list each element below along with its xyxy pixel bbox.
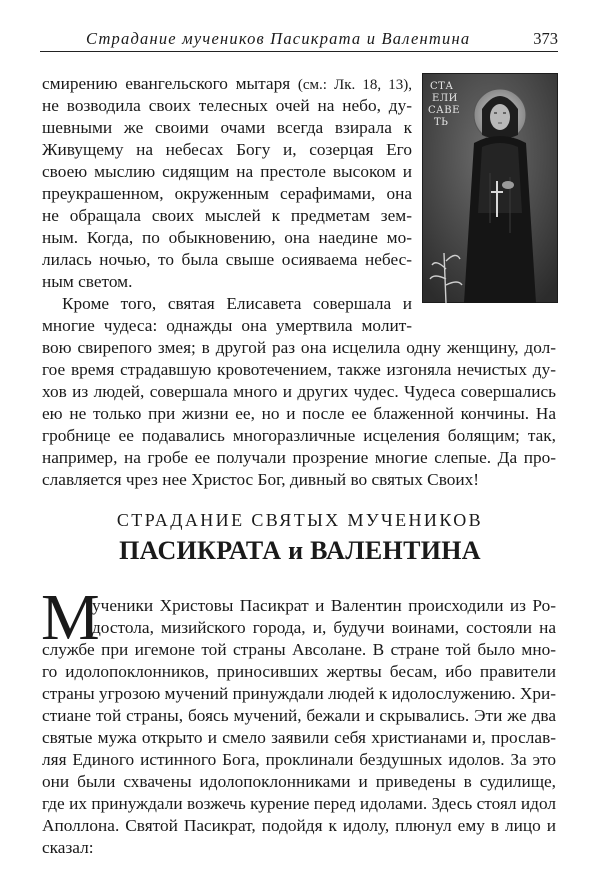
- running-head: [40, 27, 558, 52]
- text-line: своею мыслию сидящим на престоле высоком и: [42, 162, 412, 181]
- text-line: не обращала своих мыслей к предметам зем-: [42, 206, 412, 225]
- text-line: Аполлона. Святой Пасикрат, подойдя к идолу, плюнул ему в лицо и: [42, 816, 556, 835]
- text-line: они были схвачены идолопоклонниками и приведены в судилище,: [42, 772, 556, 791]
- text-line: лилась ночью, то была свыше осияваема небес-: [42, 250, 412, 269]
- text-line: святые мужа открыто и смело заявили себя христианами и, прослав-: [42, 728, 556, 747]
- text-line: ным. Когда, по обыкновению, она наедине мо-: [42, 228, 412, 247]
- text-line: службе при игемоне той страны Авсолане. В стране той было мно-: [42, 640, 556, 659]
- chapter-title: ПАСИКРАТА и ВАЛЕНТИНА: [119, 536, 481, 565]
- text-line: сказал:: [42, 838, 94, 857]
- scripture-reference: (см.: Лк. 18, 13),: [297, 77, 412, 93]
- icon-inscription-line: ЕЛИ: [432, 93, 458, 104]
- text-line: стиане той страны, боясь мучений, бежали и скрывались. Эти же два: [42, 706, 556, 725]
- saint-figure-icon: [422, 73, 558, 303]
- text-fragment: смирению евангельского мытаря: [42, 74, 298, 93]
- text-line: преукрашенном, окруженным серафимами, она: [42, 184, 412, 203]
- icon-inscription-line: САВЕ: [428, 105, 460, 116]
- text-line: хов из людей, совершала много и других чудес. Чудеса совершались: [42, 382, 556, 401]
- text-line: гробнице ее подавались многоразличные исцеления болящим; так,: [42, 426, 556, 445]
- text-line: страны угрозою мучений принуждали людей к идолослужению. Хри-: [42, 684, 556, 703]
- text-line: Живущему на небесах Богу и, созерцая Его: [42, 140, 412, 159]
- running-title: Страдание мучеников Пасикрата и Валентина: [86, 29, 471, 48]
- text-line: го идолопоклонников, приносивших жертвы бесам, ибо правители: [42, 662, 556, 681]
- text-line: Кроме того, святая Елисавета совершала и: [62, 294, 412, 313]
- text-line: вою свирепого змея; в другой раз она исцелила одну женщину, дол-: [42, 338, 556, 357]
- text-line: [42, 73, 412, 95]
- text-line: ляя Единого истинного Бога, проклинали бездушных идолов. За это: [42, 750, 556, 769]
- text-line: достола, мизийского города, и, будучи воинами, состояли на: [92, 618, 556, 637]
- text-line: ею не только при жизни ее, но и после ее блаженной кончины. На: [42, 404, 556, 423]
- icon-inscription-line: ТЬ: [434, 117, 449, 128]
- page-number: 373: [533, 29, 558, 48]
- text-line: не возводила своих телесных очей на небо, ду-: [42, 96, 412, 115]
- text-line: славляется чрез нее Христос Бог, дивный во святых Своих!: [42, 470, 480, 489]
- text-line: ным светом.: [42, 272, 133, 291]
- chapter-overtitle: СТРАДАНИЕ СВЯТЫХ МУЧЕНИКОВ: [116, 510, 484, 530]
- text-line: где их принуждали возжечь курение перед идолами. Здесь стоял идол: [42, 794, 556, 813]
- text-line: многие чудеса: однажды она умертвила молит-: [42, 316, 412, 335]
- icon-inscription-line: СТА: [430, 81, 454, 92]
- saint-icon-image: [422, 73, 558, 303]
- text-line: например, на гробе ее получали прозрение многие слепые. Да про-: [42, 448, 556, 467]
- text-line: ученики Христовы Пасикрат и Валентин происходили из Ро-: [92, 596, 556, 615]
- drop-cap: М: [41, 581, 100, 654]
- text-line: шевными же своими очами всегда взирала к: [42, 118, 412, 137]
- text-line: гое время страдавшую кровотечением, также изгоняла нечистых ду-: [42, 360, 556, 379]
